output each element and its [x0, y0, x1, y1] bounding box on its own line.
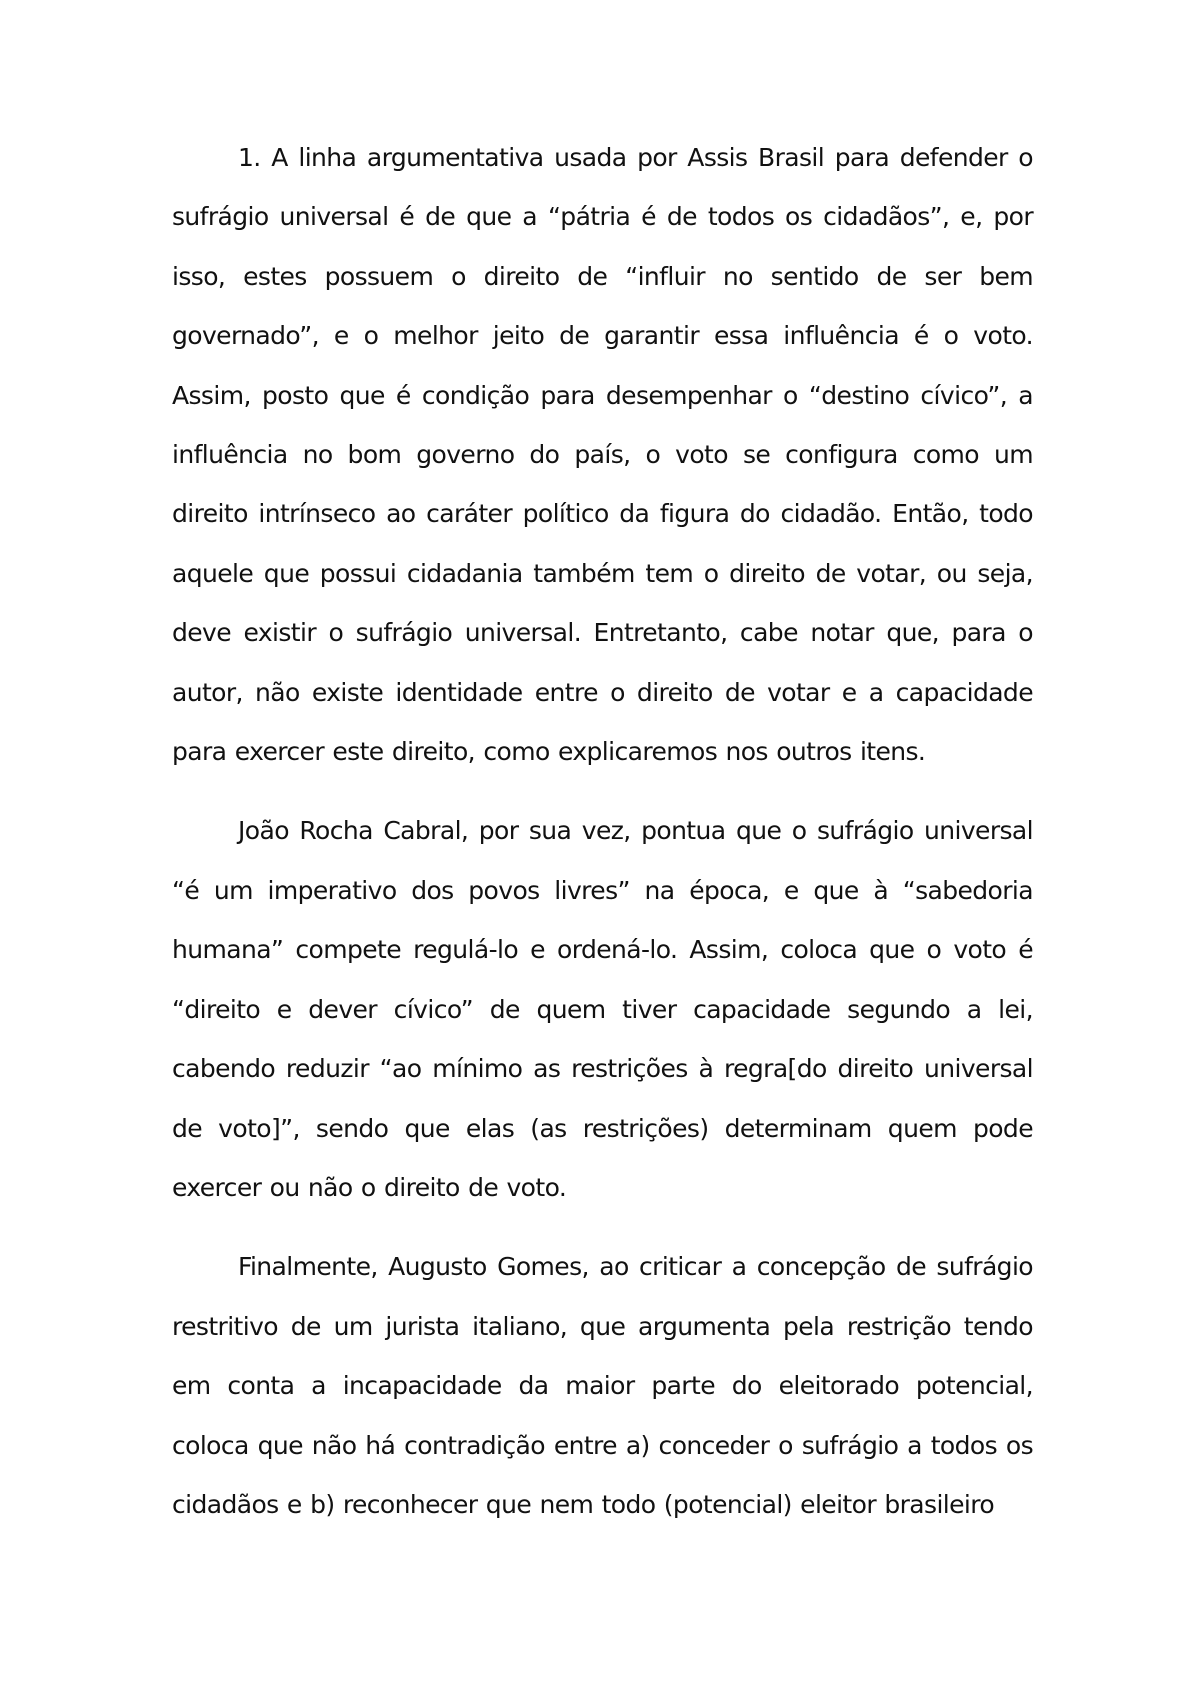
- paragraph-rocha-cabral: João Rocha Cabral, por sua vez, pontua que o sufrágio universal “é um imperativo dos povos livres” na época, e que à “sabedoria humana” compete regulá-lo e ordená-lo. Assim, coloca que o voto é “direito e dever cívico” de quem tiver capacidade segundo a lei, cabendo reduzir “ao mínimo as restrições à regra[do direito universal de voto]”, sendo que elas (as restrições) determinam quem pode exercer ou não o direito de voto.: [172, 816, 1033, 1202]
- paragraph-assis-brasil: 1. A linha argumentativa usada por Assis Brasil para defender o sufrágio universal é de que a “pátria é de todos os cidadãos”, e, por isso, estes possuem o direito de “influir no sentido de ser bem governado”, e o melhor jeito de garantir essa influência é o voto. Assim, posto que é condição para desempenhar o “destino cívico”, a influência no bom governo do país, o voto se configura como um direito intrínseco ao caráter político da figura do cidadão. Então, todo aquele que possui cidadania também tem o direito de votar, ou seja, deve existir o sufrágio universal. Entretanto, cabe notar que, para o autor, não existe identidade entre o direito de votar e a capacidade para exercer este direito, como explicaremos nos outros itens.: [172, 143, 1033, 767]
- paragraph-augusto-gomes: Finalmente, Augusto Gomes, ao criticar a concepção de sufrágio restritivo de um jurista italiano, que argumenta pela restrição tendo em conta a incapacidade da maior parte do eleitorado potencial, coloca que não há contradição entre a) conceder o sufrágio a todos os cidadãos e b) reconhecer que nem todo (potencial) eleitor brasileiro: [172, 1252, 1033, 1519]
- document-body: [172, 128, 1033, 1534]
